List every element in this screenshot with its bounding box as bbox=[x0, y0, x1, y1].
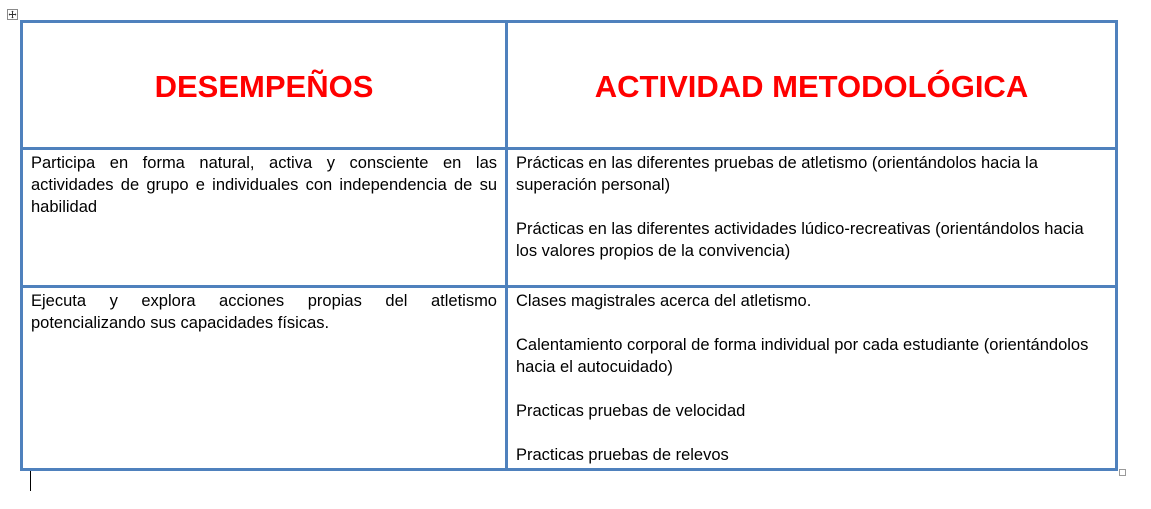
text-cursor bbox=[30, 471, 31, 491]
desempeno-cell[interactable]: Ejecuta y explora acciones propias del atletismo potencializando sus capacidades físicas. bbox=[22, 287, 507, 470]
header-actividad-metodologica[interactable]: ACTIVIDAD METODOLÓGICA bbox=[507, 22, 1117, 149]
actividad-item: Practicas pruebas de relevos bbox=[516, 446, 729, 464]
actividad-item: Clases magistrales acerca del atletismo. bbox=[516, 292, 812, 310]
actividad-cell[interactable] bbox=[507, 287, 1117, 470]
actividad-cell[interactable] bbox=[507, 149, 1117, 287]
table-move-handle-icon[interactable] bbox=[7, 7, 18, 18]
methodology-table bbox=[20, 20, 1118, 471]
desempeno-cell[interactable]: Participa en forma natural, activa y consciente en las actividades de grupo e individuales con independencia de su habilidad bbox=[22, 149, 507, 287]
actividad-item: Prácticas en las diferentes pruebas de atletismo (orientándolos hacia la superación personal) bbox=[516, 154, 1038, 194]
table-row bbox=[22, 149, 1117, 287]
header-desempenos[interactable]: DESEMPEÑOS bbox=[22, 22, 507, 149]
actividad-item: Prácticas en las diferentes actividades lúdico-recreativas (orientándolos hacia los valores propios de la convivencia) bbox=[516, 220, 1084, 260]
table-row bbox=[22, 287, 1117, 470]
table-header-row bbox=[22, 22, 1117, 149]
table-resize-handle[interactable] bbox=[1119, 469, 1126, 476]
actividad-item: Practicas pruebas de velocidad bbox=[516, 402, 746, 420]
actividad-item: Calentamiento corporal de forma individual por cada estudiante (orientándolos hacia el autocuidado) bbox=[516, 336, 1089, 376]
